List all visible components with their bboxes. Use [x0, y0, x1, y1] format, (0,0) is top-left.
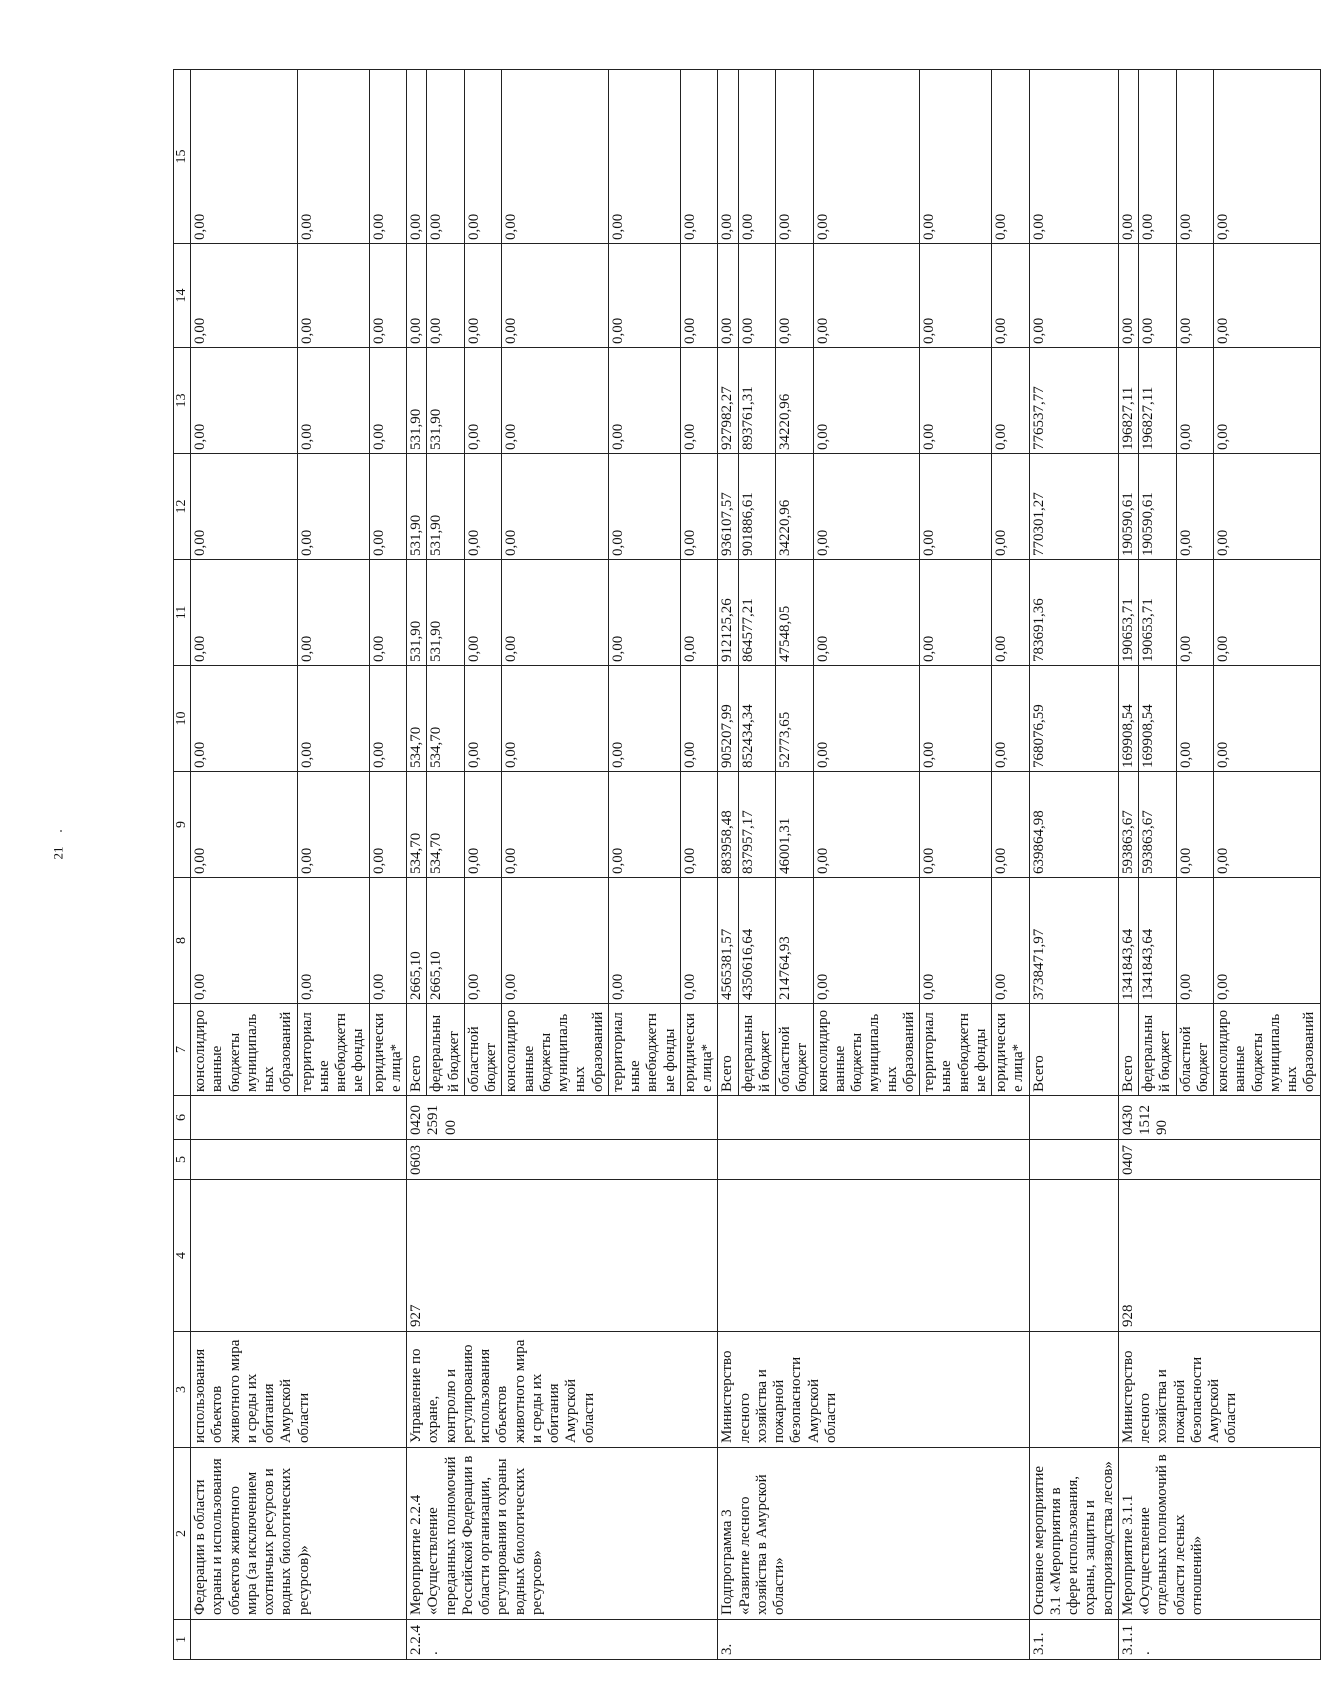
amount-cell: 0,00 — [464, 772, 502, 878]
amount-cell: 0,00 — [191, 772, 298, 878]
amount-cell: 0,00 — [680, 348, 718, 454]
amount-cell: 639864,98 — [1029, 772, 1118, 878]
amount-cell: 531,90 — [427, 348, 465, 454]
column-header: 14 — [174, 244, 191, 348]
amount-cell: 3738471,97 — [1029, 878, 1118, 1004]
amount-cell: 0,00 — [369, 772, 407, 878]
amount-cell: 190653,71 — [1139, 560, 1177, 666]
amount-cell: 0,00 — [608, 244, 680, 348]
amount-cell: 864577,21 — [738, 560, 776, 666]
code-target — [718, 1096, 1029, 1140]
amount-cell: 0,00 — [297, 348, 369, 454]
amount-cell: 2665,10 — [427, 878, 465, 1004]
amount-cell: 0,00 — [502, 244, 609, 348]
amount-cell: 0,00 — [502, 70, 609, 244]
table-row — [407, 70, 427, 1660]
amount-cell: 0,00 — [1214, 244, 1321, 348]
funding-table — [173, 69, 1321, 1660]
amount-cell: 0,00 — [680, 878, 718, 1004]
amount-cell: 0,00 — [1214, 70, 1321, 244]
amount-cell: 0,00 — [369, 666, 407, 772]
amount-cell: 196827,11 — [1118, 348, 1138, 454]
executor: Министерство лесного хозяйства и пожарной безопасности Амурской области — [718, 1332, 1029, 1448]
amount-cell: 214764,93 — [776, 878, 814, 1004]
amount-cell: 4565381,57 — [718, 878, 738, 1004]
amount-cell: 0,00 — [464, 348, 502, 454]
amount-cell: 0,00 — [1176, 666, 1214, 772]
funding-source: консолидированные бюджеты муниципальных образований — [813, 1004, 920, 1096]
rotated-table-container — [173, 70, 1318, 1660]
amount-cell: 0,00 — [407, 70, 427, 244]
amount-cell: 0,00 — [608, 560, 680, 666]
amount-cell: 0,00 — [191, 348, 298, 454]
amount-cell: 0,00 — [1118, 244, 1138, 348]
amount-cell: 0,00 — [992, 454, 1030, 560]
amount-cell: 0,00 — [920, 244, 992, 348]
funding-source: областной бюджет — [776, 1004, 814, 1096]
amount-cell: 0,00 — [680, 70, 718, 244]
amount-cell: 534,70 — [427, 666, 465, 772]
executor — [1029, 1332, 1118, 1448]
amount-cell: 0,00 — [608, 878, 680, 1004]
column-header: 10 — [174, 666, 191, 772]
funding-source: консолидированные бюджеты муниципальных образований — [191, 1004, 298, 1096]
amount-cell: 0,00 — [1139, 244, 1177, 348]
column-header: 12 — [174, 454, 191, 560]
amount-cell: 0,00 — [1118, 70, 1138, 244]
funding-source: консолидированные бюджеты муниципальных образований — [502, 1004, 609, 1096]
amount-cell: 0,00 — [608, 70, 680, 244]
amount-cell: 196827,11 — [1139, 348, 1177, 454]
code-target: 0430151290 — [1118, 1096, 1320, 1140]
amount-cell: 0,00 — [297, 772, 369, 878]
amount-cell: 0,00 — [920, 878, 992, 1004]
amount-cell: 0,00 — [1176, 244, 1214, 348]
amount-cell: 47548,05 — [776, 560, 814, 666]
amount-cell: 0,00 — [718, 244, 738, 348]
amount-cell: 190590,61 — [1118, 454, 1138, 560]
amount-cell: 768076,59 — [1029, 666, 1118, 772]
amount-cell: 34220,96 — [776, 348, 814, 454]
table-row — [718, 70, 738, 1660]
amount-cell: 0,00 — [813, 878, 920, 1004]
code-section: 0603 — [407, 1140, 718, 1180]
amount-cell: 0,00 — [992, 666, 1030, 772]
amount-cell: 0,00 — [297, 666, 369, 772]
amount-cell: 783691,36 — [1029, 560, 1118, 666]
funding-source: юридические лица* — [369, 1004, 407, 1096]
executor: Министерство лесного хозяйства и пожарной безопасности Амурской области — [1118, 1332, 1320, 1448]
amount-cell: 0,00 — [1029, 244, 1118, 348]
amount-cell: 0,00 — [502, 560, 609, 666]
column-header: 1 — [174, 1620, 191, 1660]
amount-cell: 531,90 — [427, 560, 465, 666]
amount-cell: 936107,57 — [718, 454, 738, 560]
amount-cell: 0,00 — [813, 666, 920, 772]
code-section — [1029, 1140, 1118, 1180]
code-section — [191, 1140, 407, 1180]
amount-cell: 531,90 — [407, 560, 427, 666]
item-name: Подпрограмма 3 «Развитие лесного хозяйства в Амурской области» — [718, 1448, 1029, 1620]
amount-cell: 190653,71 — [1118, 560, 1138, 666]
amount-cell: 905207,99 — [718, 666, 738, 772]
amount-cell: 534,70 — [427, 772, 465, 878]
amount-cell: 0,00 — [738, 244, 776, 348]
amount-cell: 0,00 — [813, 560, 920, 666]
amount-cell: 0,00 — [992, 560, 1030, 666]
column-header: 5 — [174, 1140, 191, 1180]
funding-source: юридические лица* — [992, 1004, 1030, 1096]
header-row — [174, 70, 191, 1660]
amount-cell: 0,00 — [1176, 878, 1214, 1004]
amount-cell: 0,00 — [776, 70, 814, 244]
row-number — [191, 1620, 407, 1660]
funding-source: территориальные внебюджетные фонды — [608, 1004, 680, 1096]
executor: Управление по охране, контролю и регулированию использования объектов животного мира и среды их обитания Амурской области — [407, 1332, 718, 1448]
amount-cell: 0,00 — [502, 772, 609, 878]
amount-cell: 893761,31 — [738, 348, 776, 454]
amount-cell: 0,00 — [680, 244, 718, 348]
amount-cell: 0,00 — [1139, 70, 1177, 244]
table-row — [191, 70, 298, 1660]
amount-cell: 0,00 — [992, 244, 1030, 348]
funding-source: Всего — [1118, 1004, 1138, 1096]
code-grbs — [1029, 1180, 1118, 1332]
row-number: 3.1.1. — [1118, 1620, 1320, 1660]
amount-cell: 0,00 — [1029, 70, 1118, 244]
amount-cell: 0,00 — [191, 454, 298, 560]
column-header: 8 — [174, 878, 191, 1004]
amount-cell: 0,00 — [464, 878, 502, 1004]
funding-source: Всего — [718, 1004, 738, 1096]
amount-cell: 0,00 — [1214, 454, 1321, 560]
column-header: 13 — [174, 348, 191, 454]
amount-cell: 0,00 — [297, 244, 369, 348]
amount-cell: 0,00 — [369, 454, 407, 560]
amount-cell: 0,00 — [1214, 348, 1321, 454]
code-section: 0407 — [1118, 1140, 1320, 1180]
amount-cell: 52773,65 — [776, 666, 814, 772]
amount-cell: 0,00 — [369, 878, 407, 1004]
funding-source: консолидированные бюджеты муниципальных образований — [1214, 1004, 1321, 1096]
amount-cell: 0,00 — [920, 666, 992, 772]
amount-cell: 534,70 — [407, 772, 427, 878]
amount-cell: 0,00 — [920, 70, 992, 244]
item-name: Основное мероприятие 3.1 «Мероприятия в сфере использования, охраны, защиты и воспроизводства лесов» — [1029, 1448, 1118, 1620]
code-grbs — [191, 1180, 407, 1332]
amount-cell: 0,00 — [680, 454, 718, 560]
amount-cell: 0,00 — [407, 244, 427, 348]
amount-cell: 0,00 — [297, 560, 369, 666]
amount-cell: 0,00 — [464, 666, 502, 772]
amount-cell: 0,00 — [1176, 348, 1214, 454]
code-target: 0420259100 — [407, 1096, 718, 1140]
amount-cell: 0,00 — [680, 560, 718, 666]
funding-source: Всего — [1029, 1004, 1118, 1096]
item-name: Мероприятие 3.1.1 «Осуществление отдельных полномочий в области лесных отношений» — [1118, 1448, 1320, 1620]
funding-source: территориальные внебюджетные фонды — [920, 1004, 992, 1096]
funding-source: юридические лица* — [680, 1004, 718, 1096]
amount-cell: 0,00 — [608, 666, 680, 772]
amount-cell: 883958,48 — [718, 772, 738, 878]
funding-source: областной бюджет — [464, 1004, 502, 1096]
amount-cell: 0,00 — [369, 70, 407, 244]
column-header: 6 — [174, 1096, 191, 1140]
code-grbs: 928 — [1118, 1180, 1320, 1332]
amount-cell: 0,00 — [920, 772, 992, 878]
amount-cell: 0,00 — [464, 244, 502, 348]
amount-cell: 0,00 — [1176, 772, 1214, 878]
amount-cell: 2665,10 — [407, 878, 427, 1004]
amount-cell: 0,00 — [813, 454, 920, 560]
column-header: 15 — [174, 70, 191, 244]
code-section — [718, 1140, 1029, 1180]
amount-cell: 0,00 — [297, 454, 369, 560]
code-grbs: 927 — [407, 1180, 718, 1332]
column-header: 11 — [174, 560, 191, 666]
amount-cell: 0,00 — [1176, 560, 1214, 666]
amount-cell: 34220,96 — [776, 454, 814, 560]
amount-cell: 0,00 — [464, 70, 502, 244]
amount-cell: 0,00 — [813, 348, 920, 454]
scan-mark — [60, 830, 62, 832]
column-header: 7 — [174, 1004, 191, 1096]
amount-cell: 0,00 — [813, 244, 920, 348]
funding-source: территориальные внебюджетные фонды — [297, 1004, 369, 1096]
funding-source: областной бюджет — [1176, 1004, 1214, 1096]
amount-cell: 0,00 — [992, 772, 1030, 878]
row-number: 3. — [718, 1620, 1029, 1660]
amount-cell: 0,00 — [680, 772, 718, 878]
item-name: Мероприятие 2.2.4 «Осуществление переданных полномочий Российской Федерации в области организации, регулирования и охраны водных биологических ресурсов» — [407, 1448, 718, 1620]
amount-cell: 1341843,64 — [1118, 878, 1138, 1004]
code-grbs — [718, 1180, 1029, 1332]
amount-cell: 776537,77 — [1029, 348, 1118, 454]
amount-cell: 0,00 — [608, 348, 680, 454]
amount-cell: 0,00 — [813, 70, 920, 244]
amount-cell: 0,00 — [191, 666, 298, 772]
amount-cell: 531,90 — [407, 348, 427, 454]
amount-cell: 593863,67 — [1118, 772, 1138, 878]
amount-cell: 0,00 — [1214, 878, 1321, 1004]
column-header: 3 — [174, 1332, 191, 1448]
amount-cell: 927982,27 — [718, 348, 738, 454]
amount-cell: 0,00 — [502, 348, 609, 454]
amount-cell: 770301,27 — [1029, 454, 1118, 560]
amount-cell: 0,00 — [297, 70, 369, 244]
column-header: 4 — [174, 1180, 191, 1332]
row-number: 3.1. — [1029, 1620, 1118, 1660]
amount-cell: 531,90 — [427, 454, 465, 560]
amount-cell: 0,00 — [427, 70, 465, 244]
amount-cell: 0,00 — [191, 560, 298, 666]
amount-cell: 46001,31 — [776, 772, 814, 878]
executor: использования объектов животного мира и среды их обитания Амурской области — [191, 1332, 407, 1448]
amount-cell: 0,00 — [813, 772, 920, 878]
amount-cell: 901886,61 — [738, 454, 776, 560]
amount-cell: 912125,26 — [718, 560, 738, 666]
column-header: 9 — [174, 772, 191, 878]
amount-cell: 852434,34 — [738, 666, 776, 772]
amount-cell: 0,00 — [920, 454, 992, 560]
amount-cell: 0,00 — [464, 560, 502, 666]
amount-cell: 0,00 — [502, 454, 609, 560]
amount-cell: 0,00 — [191, 70, 298, 244]
amount-cell: 837957,17 — [738, 772, 776, 878]
amount-cell: 0,00 — [502, 878, 609, 1004]
amount-cell: 0,00 — [1214, 560, 1321, 666]
amount-cell: 0,00 — [718, 70, 738, 244]
amount-cell: 0,00 — [464, 454, 502, 560]
amount-cell: 0,00 — [608, 772, 680, 878]
funding-source: федеральный бюджет — [1139, 1004, 1177, 1096]
amount-cell: 0,00 — [680, 666, 718, 772]
amount-cell: 0,00 — [369, 244, 407, 348]
amount-cell: 190590,61 — [1139, 454, 1177, 560]
table-row — [1118, 70, 1138, 1660]
amount-cell: 531,90 — [407, 454, 427, 560]
amount-cell: 0,00 — [369, 560, 407, 666]
amount-cell: 169908,54 — [1118, 666, 1138, 772]
amount-cell: 4350616,64 — [738, 878, 776, 1004]
amount-cell: 0,00 — [920, 348, 992, 454]
amount-cell: 0,00 — [920, 560, 992, 666]
code-target — [191, 1096, 407, 1140]
amount-cell: 0,00 — [1214, 772, 1321, 878]
amount-cell: 0,00 — [191, 244, 298, 348]
column-header: 2 — [174, 1448, 191, 1620]
amount-cell: 0,00 — [992, 878, 1030, 1004]
amount-cell: 0,00 — [608, 454, 680, 560]
amount-cell: 0,00 — [992, 70, 1030, 244]
page-number: 21 — [50, 846, 66, 860]
funding-source: федеральный бюджет — [427, 1004, 465, 1096]
amount-cell: 0,00 — [191, 878, 298, 1004]
row-number: 2.2.4. — [407, 1620, 718, 1660]
amount-cell: 0,00 — [427, 244, 465, 348]
funding-source: Всего — [407, 1004, 427, 1096]
amount-cell: 0,00 — [992, 348, 1030, 454]
amount-cell: 0,00 — [369, 348, 407, 454]
amount-cell: 534,70 — [407, 666, 427, 772]
code-target — [1029, 1096, 1118, 1140]
table-row — [1029, 70, 1118, 1660]
amount-cell: 0,00 — [1176, 454, 1214, 560]
amount-cell: 0,00 — [776, 244, 814, 348]
amount-cell: 169908,54 — [1139, 666, 1177, 772]
amount-cell: 1341843,64 — [1139, 878, 1177, 1004]
amount-cell: 593863,67 — [1139, 772, 1177, 878]
amount-cell: 0,00 — [1176, 70, 1214, 244]
amount-cell: 0,00 — [502, 666, 609, 772]
amount-cell: 0,00 — [738, 70, 776, 244]
amount-cell: 0,00 — [1214, 666, 1321, 772]
item-name: Федерации в области охраны и использования объектов животного мира (за исключением охотничьих ресурсов и водных биологических ресурсов)» — [191, 1448, 407, 1620]
funding-source: федеральный бюджет — [738, 1004, 776, 1096]
amount-cell: 0,00 — [297, 878, 369, 1004]
